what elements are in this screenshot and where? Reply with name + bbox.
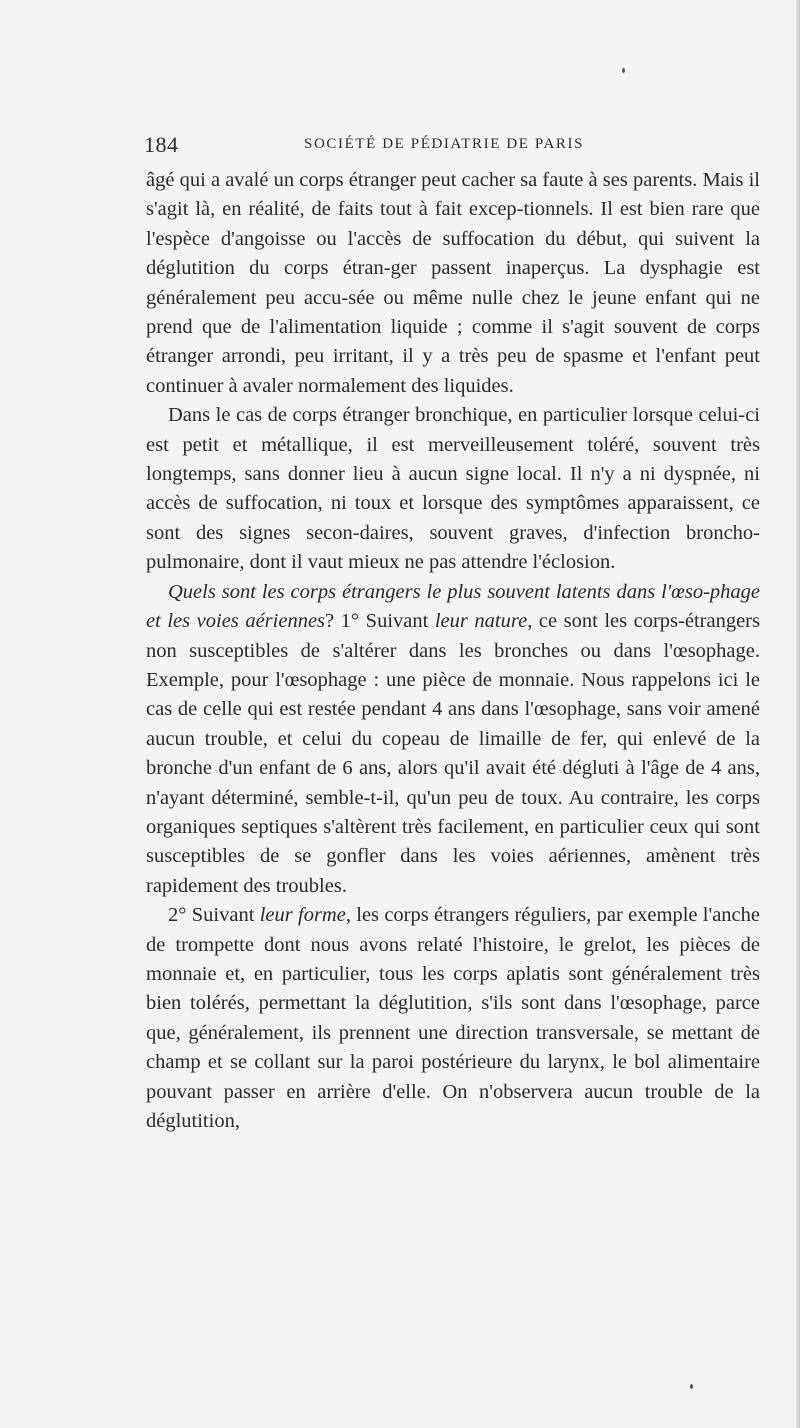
paragraph-3-emphasis: leur nature xyxy=(434,610,528,633)
paragraph-4-emphasis: leur forme xyxy=(259,904,346,927)
body-text xyxy=(146,166,760,1136)
page-header xyxy=(144,128,760,160)
page-number: 184 xyxy=(144,132,179,157)
ink-speck xyxy=(622,68,625,73)
ink-speck xyxy=(690,1384,693,1389)
paragraph-3-question: Quels sont les corps étrangers le plus souvent latents dans l'œso-phage et les voies aériennes xyxy=(146,580,760,633)
page-edge-shadow xyxy=(796,0,800,1428)
paragraph-1: âgé qui a avalé un corps étranger peut cacher sa faute à ses parents. Mais il s'agit là, en réalité, de faits tout à fait excep-tionnels. Il est bien rare que l'espèce d'angoisse ou l'accès de suffocation du début, qui suivent la déglutition du corps étran-ger passent inaperçus. La dysphagie est généralement peu accu-sée ou même nulle chez le jeune enfant qui ne prend que de l'alimentation liquide ; comme il s'agit souvent de corps étranger arrondi, peu irritant, il y a très peu de spasme et l'enfant peut continuer à avaler normalement des liquides. xyxy=(146,169,760,397)
paragraph-3 xyxy=(146,578,760,901)
paragraph-3-rest: , ce sont les corps-étrangers non susceptibles de s'altérer dans les bronches ou dans l'œsophage. Exemple, pour l'œsophage : une pièce de monnaie. Nous rappelons ici le cas de celle qui est restée pendant 4 ans dans l'œsophage, sans voir amené aucun trouble, et celui du copeau de limaille de fer, qui enlevé de la bronche d'un enfant de 6 ans, alors qu'il avait été dégluti à l'âge de 4 ans, n'ayant déterminé, semble-t-il, qu'un peu de toux. Au contraire, les corps organiques septiques s'altèrent très facilement, en particulier ceux qui sont susceptibles de se gonfler dans les voies aériennes, amènent très rapidement des troubles. xyxy=(146,610,760,897)
paragraph-3-mark: ? 1° Suivant xyxy=(325,610,435,633)
paragraph-4-start: 2° Suivant xyxy=(168,904,260,927)
paragraph-2: Dans le cas de corps étranger bronchique, en particulier lorsque celui-ci est petit et métallique, il est merveilleusement toléré, souvent très longtemps, sans donner lieu à aucun signe local. Il n'y a ni dyspnée, ni accès de suffocation, ni toux et lorsque des symptômes apparaissent, ce sont des signes secon-daires, souvent graves, d'infection broncho-pulmonaire, dont il vaut mieux ne pas attendre l'éclosion. xyxy=(146,404,760,574)
paragraph-4 xyxy=(146,901,760,1136)
running-title: SOCIÉTÉ DE PÉDIATRIE DE PARIS xyxy=(304,136,585,152)
paragraph-4-rest: , les corps étrangers réguliers, par exemple l'anche de trompette dont nous avons relaté l'histoire, le grelot, les pièces de monnaie et, en particulier, tous les corps aplatis sont généralement très bien tolérés, permettant la déglutition, s'ils sont dans l'œsophage, parce que, généralement, ils prennent une direction transversale, se mettant de champ et se collant sur la paroi postérieure du larynx, le bol alimentaire pouvant passer en arrière d'elle. On n'observera aucun trouble de la déglutition, xyxy=(146,904,760,1132)
